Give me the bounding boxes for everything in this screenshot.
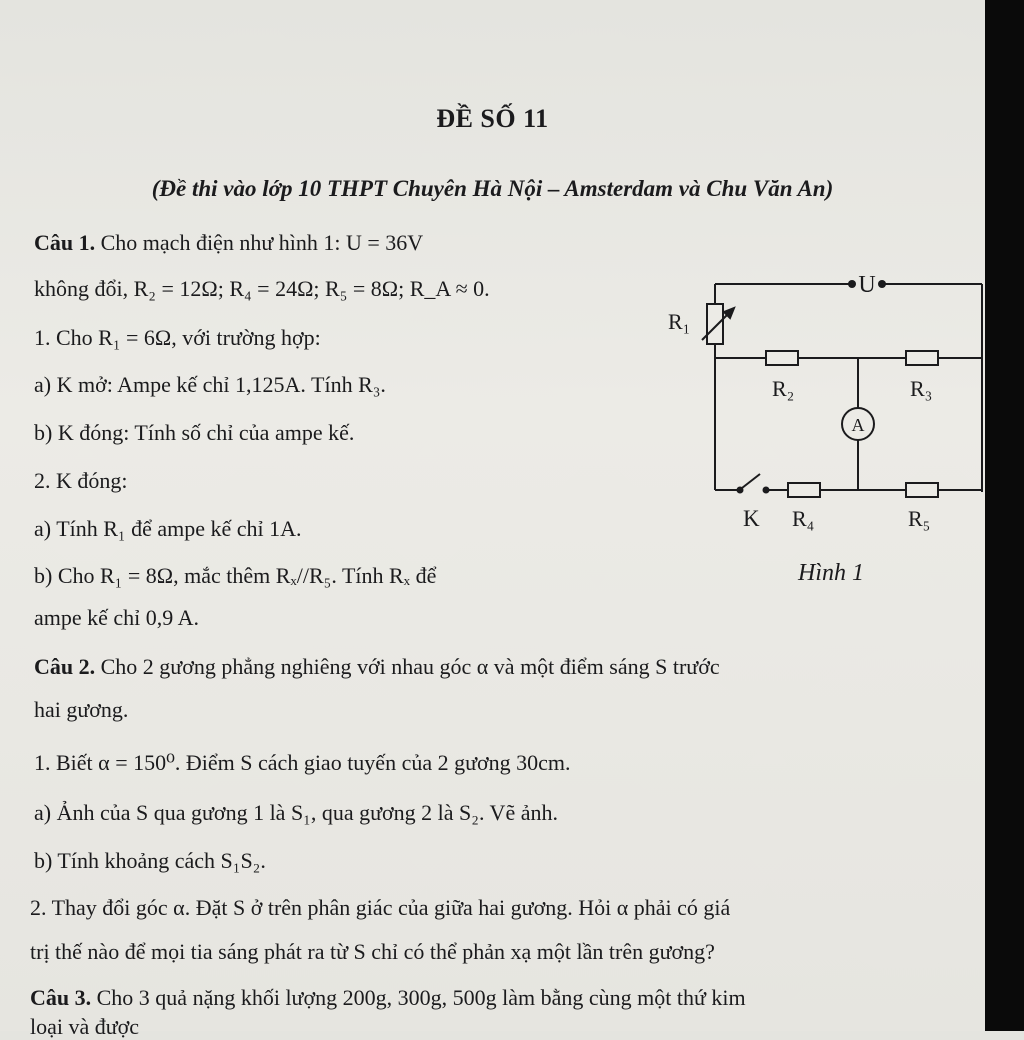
- q3-label: Câu 3.: [30, 985, 92, 1010]
- label-ammeter: A: [851, 415, 865, 435]
- q2-part2: 2. Thay đổi góc α. Đặt S ở trên phân giác của giữa hai gương. Hỏi α phải có giá: [30, 895, 731, 920]
- r1-resistor: [707, 304, 723, 344]
- label-r2: R₂: [772, 376, 795, 401]
- q2-part2-cont: trị thế nào để mọi tia sáng phát ra từ S chỉ có thể phản xạ một lần trên gương?: [30, 939, 715, 964]
- label-u: U: [858, 272, 876, 298]
- q2-part1: 1. Biết α = 150⁰. Điểm S cách giao tuyến của 2 gương 30cm.: [34, 750, 571, 775]
- q1-given: không đổi, R₂ = 12Ω; R₄ = 24Ω; R₅ = 8Ω; R_A ≈ 0.: [34, 276, 490, 301]
- q2-intro: Cho 2 gương phẳng nghiêng với nhau góc α và một điểm sáng S trước: [100, 654, 720, 679]
- label-r4: R₄: [792, 506, 815, 531]
- q1-part2: 2. K đóng:: [34, 468, 128, 493]
- figure-caption: Hình 1: [798, 560, 864, 586]
- r2-resistor: [766, 351, 798, 365]
- q3-intro-cont: loại và được: [30, 1014, 140, 1039]
- q2-intro-line: [34, 654, 720, 680]
- u-terminal-left: [848, 280, 856, 288]
- u-terminal-right: [878, 280, 886, 288]
- label-r3: R₃: [910, 376, 933, 401]
- q1-part1: 1. Cho R₁ = 6Ω, với trường hợp:: [34, 325, 321, 350]
- r5-resistor: [906, 483, 938, 497]
- q1-label: Câu 1.: [34, 230, 96, 255]
- switch-contact: [763, 487, 770, 494]
- q3-intro: Cho 3 quả nặng khối lượng 200g, 300g, 500g làm bằng cùng một thứ kim: [96, 985, 746, 1010]
- q1-intro: Cho mạch điện như hình 1: U = 36V: [100, 230, 424, 255]
- r3-resistor: [906, 351, 938, 365]
- q2-part1a: a) Ảnh của S qua gương 1 là S₁, qua gương 2 là S₂. Vẽ ảnh.: [34, 800, 558, 825]
- q1-intro-line: [34, 230, 423, 256]
- q1-part2a: a) Tính R₁ để ampe kế chỉ 1A.: [34, 516, 302, 541]
- switch-pivot: [737, 487, 744, 494]
- q1-part1b: b) K đóng: Tính số chỉ của ampe kế.: [34, 420, 355, 445]
- q3-intro-line: [30, 985, 746, 1011]
- q1-part1a: a) K mở: Ampe kế chỉ 1,125A. Tính R₃.: [34, 372, 386, 397]
- label-k: K: [743, 506, 760, 531]
- page-edge-shadow: [985, 0, 1024, 1031]
- label-r1: R₁: [668, 309, 691, 334]
- q2-intro-cont: hai gương.: [34, 697, 129, 722]
- circuit-diagram: [660, 262, 990, 592]
- page-subtitle: (Đề thi vào lớp 10 THPT Chuyên Hà Nội – Amsterdam và Chu Văn An): [151, 176, 834, 201]
- q2-label: Câu 2.: [34, 654, 96, 679]
- q1-part2b: b) Cho R₁ = 8Ω, mắc thêm Rₓ//R₅. Tính Rₓ để: [34, 563, 437, 588]
- page-title: ĐỀ SỐ 11: [436, 104, 549, 133]
- q1-part2b-cont: ampe kế chỉ 0,9 A.: [34, 605, 199, 630]
- q2-part1b: b) Tính khoảng cách S₁S₂.: [34, 848, 266, 873]
- r4-resistor: [788, 483, 820, 497]
- label-r5: R₅: [908, 506, 931, 531]
